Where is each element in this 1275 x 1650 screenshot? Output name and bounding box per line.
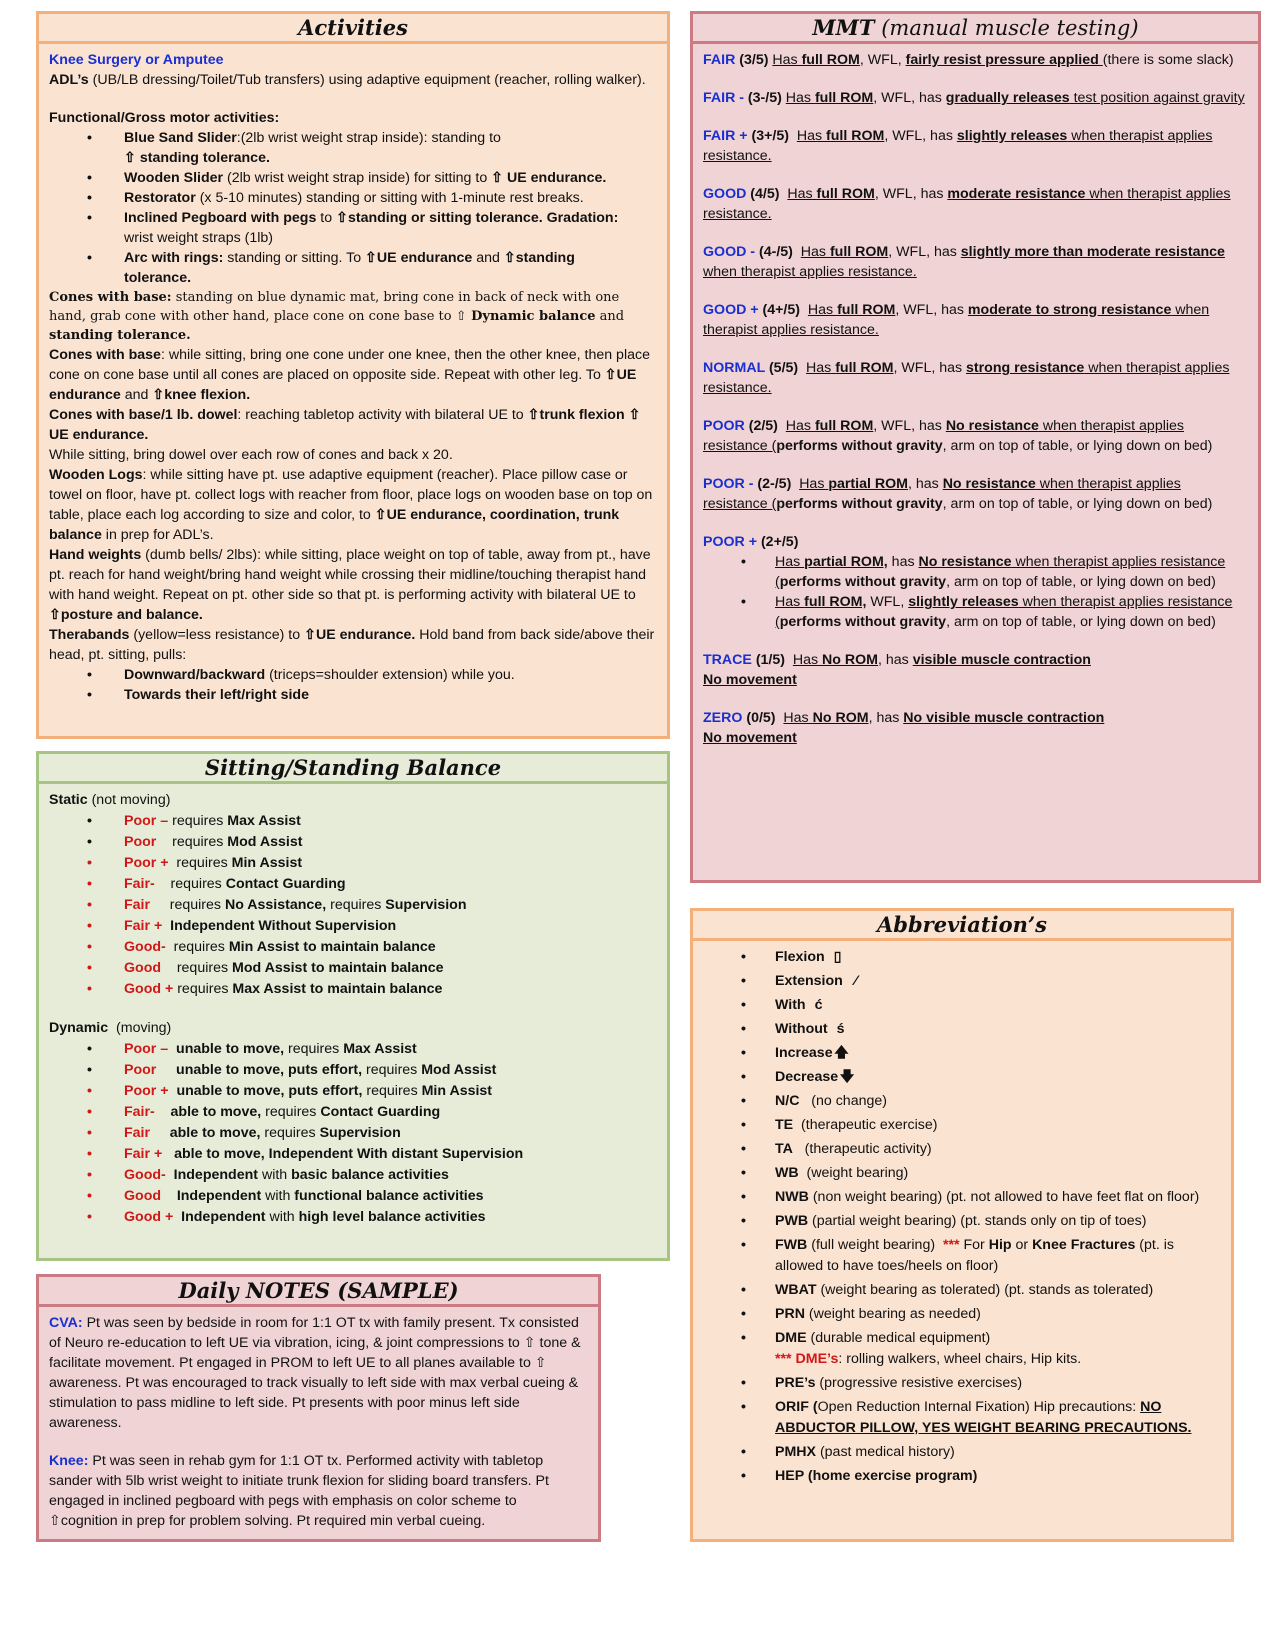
cones-dynamic-paragraph: Cones with base: standing on blue dynamic mat, bring cone in back of neck with one hand, grab cone with other hand, place cone on cone base to ⇧ Dynamic balance and standing tolerance. [49, 290, 625, 343]
mmt-good-plus: GOOD + (4+/5) Has full ROM, WFL, has moderate to strong resistance when therapist applies resistance. [703, 302, 1210, 338]
list-item: • Extension ⁄ [703, 971, 1221, 992]
list-item: • With ć [703, 995, 1221, 1016]
list-item: • Towards their left/right side [49, 685, 657, 705]
list-item: • Arc with rings: standing or sitting. To ⇧UE endurance and ⇧standing tolerance. [49, 248, 657, 288]
list-item: • Fair able to move, requires Supervision [49, 1123, 657, 1144]
mmt-trace: TRACE (1/5) Has No ROM, has visible muscle contraction No movement [703, 652, 1091, 688]
adl-line: ADL’s (UB/LB dressing/Toilet/Tub transfers) using adaptive equipment (reacher, rolling walker). [49, 72, 646, 88]
list-item: • Blue Sand Slider:(2lb wrist weight strap inside): standing to ⇧ standing tolerance. [49, 128, 657, 168]
list-item: • Fair requires No Assistance, requires Supervision [49, 895, 657, 916]
dynamic-list [49, 1039, 657, 1228]
list-item: • Fair + Independent Without Supervision [49, 916, 657, 937]
notes-panel [36, 1274, 601, 1542]
therabands-paragraph: Therabands (yellow=less resistance) to ⇧UE endurance. Hold band from back side/above their head, pt. sitting, pulls: [49, 627, 655, 663]
arrow-down-icon: 🡇 [839, 1069, 855, 1085]
balance-panel [36, 751, 670, 1261]
logs-paragraph: Wooden Logs: while sitting have pt. use adaptive equipment (reacher). Place pillow case or towel on floor, have pt. collect logs with reacher from floor, place logs on wooden base on top on table, place each log according to size and color, to ⇧UE endurance, coordination, trunk balance in prep for ADL’s. [49, 467, 653, 543]
list-item: • Without ś [703, 1019, 1221, 1040]
abbreviations-list [703, 947, 1221, 1487]
mmt-poor-minus: POOR - (2-/5) Has partial ROM, has No resistance when therapist applies resistance (performs without gravity, arm on top of table, or lying down on bed) [703, 476, 1213, 512]
list-item: • N/C (no change) [703, 1091, 1221, 1112]
list-item: • DME (durable medical equipment) *** DME’s: rolling walkers, wheel chairs, Hip kits. [703, 1328, 1221, 1370]
poor-plus-list [703, 552, 1248, 632]
list-item: • ORIF (Open Reduction Internal Fixation) Hip precautions: NO ABDUCTOR PILLOW, YES WEIGHT BEARING PRECAUTIONS. [703, 1397, 1221, 1439]
mmt-normal: NORMAL (5/5) Has full ROM, WFL, has strong resistance when therapist applies resistance. [703, 360, 1230, 396]
list-item: • Has partial ROM, has No resistance when therapist applies resistance (performs without gravity, arm on top of table, or lying down on bed) [703, 552, 1248, 592]
activities-title: Activities [39, 14, 667, 44]
mmt-panel [690, 11, 1261, 883]
weights-paragraph: Hand weights (dumb bells/ 2lbs): while sitting, place weight on top of table, away from pt., have pt. reach for hand weight/bring hand weight while crossing their midline/touching therapist hand with hand weight. Repeat on pt. other side so that pt. is performing activity with bilateral UE to ⇧posture and balance. [49, 547, 651, 623]
list-item: • NWB (non weight bearing) (pt. not allowed to have feet flat on floor) [703, 1187, 1221, 1208]
mmt-fair-minus: FAIR - (3-/5) Has full ROM, WFL, has gradually releases test position against gravity [703, 90, 1245, 106]
static-heading: Static (not moving) [49, 792, 171, 808]
cones-sitting-paragraph: Cones with base: while sitting, bring one cone under one knee, then the other knee, then place cone on cone base until all cones are placed on opposite side. Repeat with other leg. To ⇧UE endurance and ⇧knee flexion. [49, 347, 650, 403]
list-item: • Has full ROM, WFL, slightly releases when therapist applies resistance (performs without gravity, arm on top of table, or lying down on bed) [703, 592, 1248, 632]
list-item: • Flexion ▯ [703, 947, 1221, 968]
activities-subtitle: Knee Surgery or Amputee [49, 52, 224, 68]
list-item: • Good- requires Min Assist to maintain balance [49, 937, 657, 958]
list-item: • Fair- able to move, requires Contact Guarding [49, 1102, 657, 1123]
list-item: • PWB (partial weight bearing) (pt. stands only on tip of toes) [703, 1211, 1221, 1232]
static-list [49, 811, 657, 1000]
dowel-paragraph: Cones with base/1 lb. dowel: reaching tabletop activity with bilateral UE to ⇧trunk flexion ⇧ UE endurance. [49, 407, 641, 443]
mmt-fair: FAIR (3/5) Has full ROM, WFL, fairly resist pressure applied (there is some slack) [703, 52, 1234, 68]
notes-title: Daily NOTES (SAMPLE) [39, 1277, 598, 1307]
flexion-icon: ▯ [833, 949, 842, 965]
list-item: • Decrease 🡇 [703, 1067, 1221, 1088]
pulls-list [49, 665, 657, 705]
list-item: • Wooden Slider (2lb wrist weight strap inside) for sitting to ⇧ UE endurance. [49, 168, 657, 188]
mmt-fair-plus: FAIR + (3+/5) Has full ROM, WFL, has slightly releases when therapist applies resistance. [703, 128, 1213, 164]
list-item: • PRN (weight bearing as needed) [703, 1304, 1221, 1325]
list-item: • FWB (full weight bearing) *** For Hip or Knee Fractures (pt. is allowed to have toes/heels on floor) [703, 1235, 1221, 1277]
list-item: • HEP (home exercise program) [703, 1466, 1221, 1487]
list-item: • Poor + unable to move, puts effort, requires Min Assist [49, 1081, 657, 1102]
list-item: • TE (therapeutic exercise) [703, 1115, 1221, 1136]
list-item: • Fair- requires Contact Guarding [49, 874, 657, 895]
list-item: • PMHX (past medical history) [703, 1442, 1221, 1463]
list-item: • Good- Independent with basic balance activities [49, 1165, 657, 1186]
arrow-up-icon: 🡅 [834, 1045, 849, 1061]
functional-heading: Functional/Gross motor activities: [49, 110, 280, 126]
dowel-line2: While sitting, bring dowel over each row of cones and back x 20. [49, 447, 453, 463]
list-item: • Poor requires Mod Assist [49, 832, 657, 853]
list-item: • Inclined Pegboard with pegs to ⇧standing or sitting tolerance. Gradation: wrist weight straps (1lb) [49, 208, 657, 248]
knee-note: Knee: Pt was seen in rehab gym for 1:1 OT tx. Performed activity with tabletop sander with 5lb wrist weight to initiate trunk flexion for sliding board transfers. Pt engaged in inclined pegboard with pegs with emphasis on color scheme to ⇧cognition in prep for problem solving. Pt required min verbal cueing. [49, 1453, 549, 1529]
mmt-good: GOOD (4/5) Has full ROM, WFL, has moderate resistance when therapist applies resistance. [703, 186, 1231, 222]
list-item: • Poor unable to move, puts effort, requires Mod Assist [49, 1060, 657, 1081]
list-item: • Good Independent with functional balance activities [49, 1186, 657, 1207]
list-item: • Good requires Mod Assist to maintain balance [49, 958, 657, 979]
mmt-poor: POOR (2/5) Has full ROM, WFL, has No resistance when therapist applies resistance (performs without gravity, arm on top of table, or lying down on bed) [703, 418, 1213, 454]
abbreviations-panel [690, 908, 1234, 1542]
without-icon: ś [836, 1021, 845, 1037]
list-item: • Downward/backward (triceps=shoulder extension) while you. [49, 665, 657, 685]
with-icon: ć [814, 997, 823, 1013]
list-item: • Poor – unable to move, requires Max Assist [49, 1039, 657, 1060]
activities-panel [36, 11, 670, 739]
list-item: • Good + requires Max Assist to maintain balance [49, 979, 657, 1000]
list-item: • TA (therapeutic activity) [703, 1139, 1221, 1160]
abbreviations-title: Abbreviation’s [693, 911, 1231, 941]
list-item: • Restorator (x 5-10 minutes) standing or sitting with 1-minute rest breaks. [49, 188, 657, 208]
list-item: • Increase 🡅 [703, 1043, 1221, 1064]
mmt-title: MMT (manual muscle testing) [693, 14, 1258, 44]
list-item: • Fair + able to move, Independent With distant Supervision [49, 1144, 657, 1165]
list-item: • PRE’s (progressive resistive exercises) [703, 1373, 1221, 1394]
dynamic-heading: Dynamic (moving) [49, 1020, 172, 1036]
functional-list [49, 128, 657, 288]
list-item: • Poor + requires Min Assist [49, 853, 657, 874]
mmt-good-minus: GOOD - (4-/5) Has full ROM, WFL, has slightly more than moderate resistance when therapist applies resistance. [703, 244, 1225, 280]
extension-icon: ⁄ [854, 973, 857, 989]
balance-title: Sitting/Standing Balance [39, 754, 667, 784]
list-item: • Good + Independent with high level balance activities [49, 1207, 657, 1228]
mmt-poor-plus: POOR + (2+/5) • Has partial ROM, has No resistance when therapist applies resistance (performs without gravity, arm on top of table, or lying down on bed) • Has full ROM, WFL, slightly releases when therapist applies resistance (performs without gravity, arm on top of table, or lying down on bed) [703, 532, 1248, 632]
list-item: • WBAT (weight bearing as tolerated) (pt. stands as tolerated) [703, 1280, 1221, 1301]
list-item: • WB (weight bearing) [703, 1163, 1221, 1184]
mmt-zero: ZERO (0/5) Has No ROM, has No visible muscle contraction No movement [703, 710, 1105, 746]
list-item: • Poor – requires Max Assist [49, 811, 657, 832]
cva-note: CVA: Pt was seen by bedside in room for 1:1 OT tx with family present. Tx consisted of Neuro re-education to left UE via vibration, icing, & joint compressions to ⇧ tone & facilitate movement. Pt engaged in PROM to left UE to all planes available to ⇧ awareness. Pt was encouraged to track visually to left side with max verbal cueing & stimulation to pass midline to left side. Pt presents with poor minus left side awareness. [49, 1315, 581, 1431]
